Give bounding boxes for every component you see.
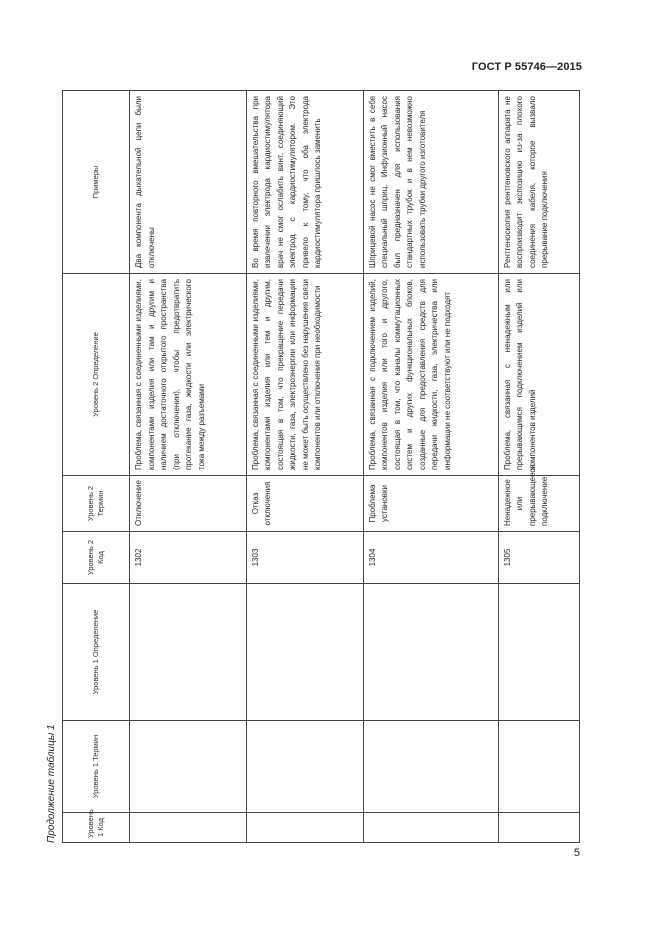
level2-code-cell: 1304 [363,532,498,584]
standard-header: ГОСТ Р 55746—2015 [471,61,582,73]
level2-definition-cell: Проблема, связанная с соединенными изделиями, компонентами изделия или тем и другим, состоящая в том, что прекращение передачи жидкости, газа, электроэнергии или информации не может быть осуществлено без нарушения связи компонентов или отключения при необходимости [246,274,363,476]
table-row [498,91,579,843]
level2-definition-cell: Проблема, связанная с подключением изделий, компонентов изделия или того и другого, состоящая в том, что каналы коммутационных систем и других функциональных блоков, созданные для предоставления средств для передачи жидкости, газа, электричества или информации не соответствуют или не подходят [363,274,498,476]
table-row [363,91,498,843]
events-table [62,90,580,843]
level2-term-cell: Проблема установки [363,476,498,532]
column-header: Уровень 1 Код [63,813,130,843]
example-cell: Шприцевой насос не смог вместить в себя специальный шприц. Инфузионный насос был предназначен для использования стандартных трубок и в нем невозможно использовать трубки другого изготовителя [363,91,498,274]
page-number: 5 [573,847,580,859]
column-header: Примеры [63,91,130,274]
level1-code-cell [363,813,498,843]
level2-term-cell: Ненадежное или прерывающееся подключение [498,476,579,532]
landscape-content [44,91,579,843]
level2-code-cell: 1302 [130,532,247,584]
example-cell: Два компонента дыхательной цепи были отключены [130,91,247,274]
level1-definition-cell [130,584,247,721]
level2-term-cell: Отказ отключения [246,476,363,532]
example-cell: Во время повторного вмешательства при извлечении электрода кардиостимулятора врач не смог ослабить винт, соединяющий электрод с кардиостимулятором. Это привело к тому, что оба электрода кардиостимулятора пришлось заменить [246,91,363,274]
level2-definition-cell: Проблема, связанная с соединенными изделиями, компонентами изделия или там и другим и наличием достаточного открытого пространства (при отключении), чтобы предотвратить протекание газа, жидкости или электрического тока между разъемами [130,274,247,476]
column-header: Уровень 2 Определение [63,274,130,476]
level1-code-cell [130,813,247,843]
level1-definition-cell [363,584,498,721]
level2-code-cell: 1303 [246,532,363,584]
level2-code-cell: 1305 [498,532,579,584]
level1-code-cell [498,813,579,843]
level1-term-cell [498,721,579,813]
table-row [130,91,247,843]
level1-term-cell [363,721,498,813]
rotated-table-area [44,91,579,843]
table-header-row [63,91,130,843]
level1-definition-cell [498,584,579,721]
level2-term-cell: Отключение [130,476,247,532]
level1-definition-cell [246,584,363,721]
level1-term-cell [246,721,363,813]
column-header: Уровень 1 Определение [63,584,130,721]
level1-term-cell [130,721,247,813]
level1-code-cell [246,813,363,843]
table-caption: Продолжение таблицы 1 [46,724,57,843]
level2-definition-cell: Проблема, связанная с ненадежным или прерывающимся подключением изделий или компонентов изделий [498,274,579,476]
example-cell: Рентгеноскопия рентгеновского аппарата не воспроизводит экспозицию из-за плохого соединения кабеля, которое вызвало прерывание подключения [498,91,579,274]
column-header: Уровень 2 Код [63,532,130,584]
column-header: Уровень 2 Термин [63,476,130,532]
table-row [246,91,363,843]
column-header: Уровень 1 Термин [63,721,130,813]
